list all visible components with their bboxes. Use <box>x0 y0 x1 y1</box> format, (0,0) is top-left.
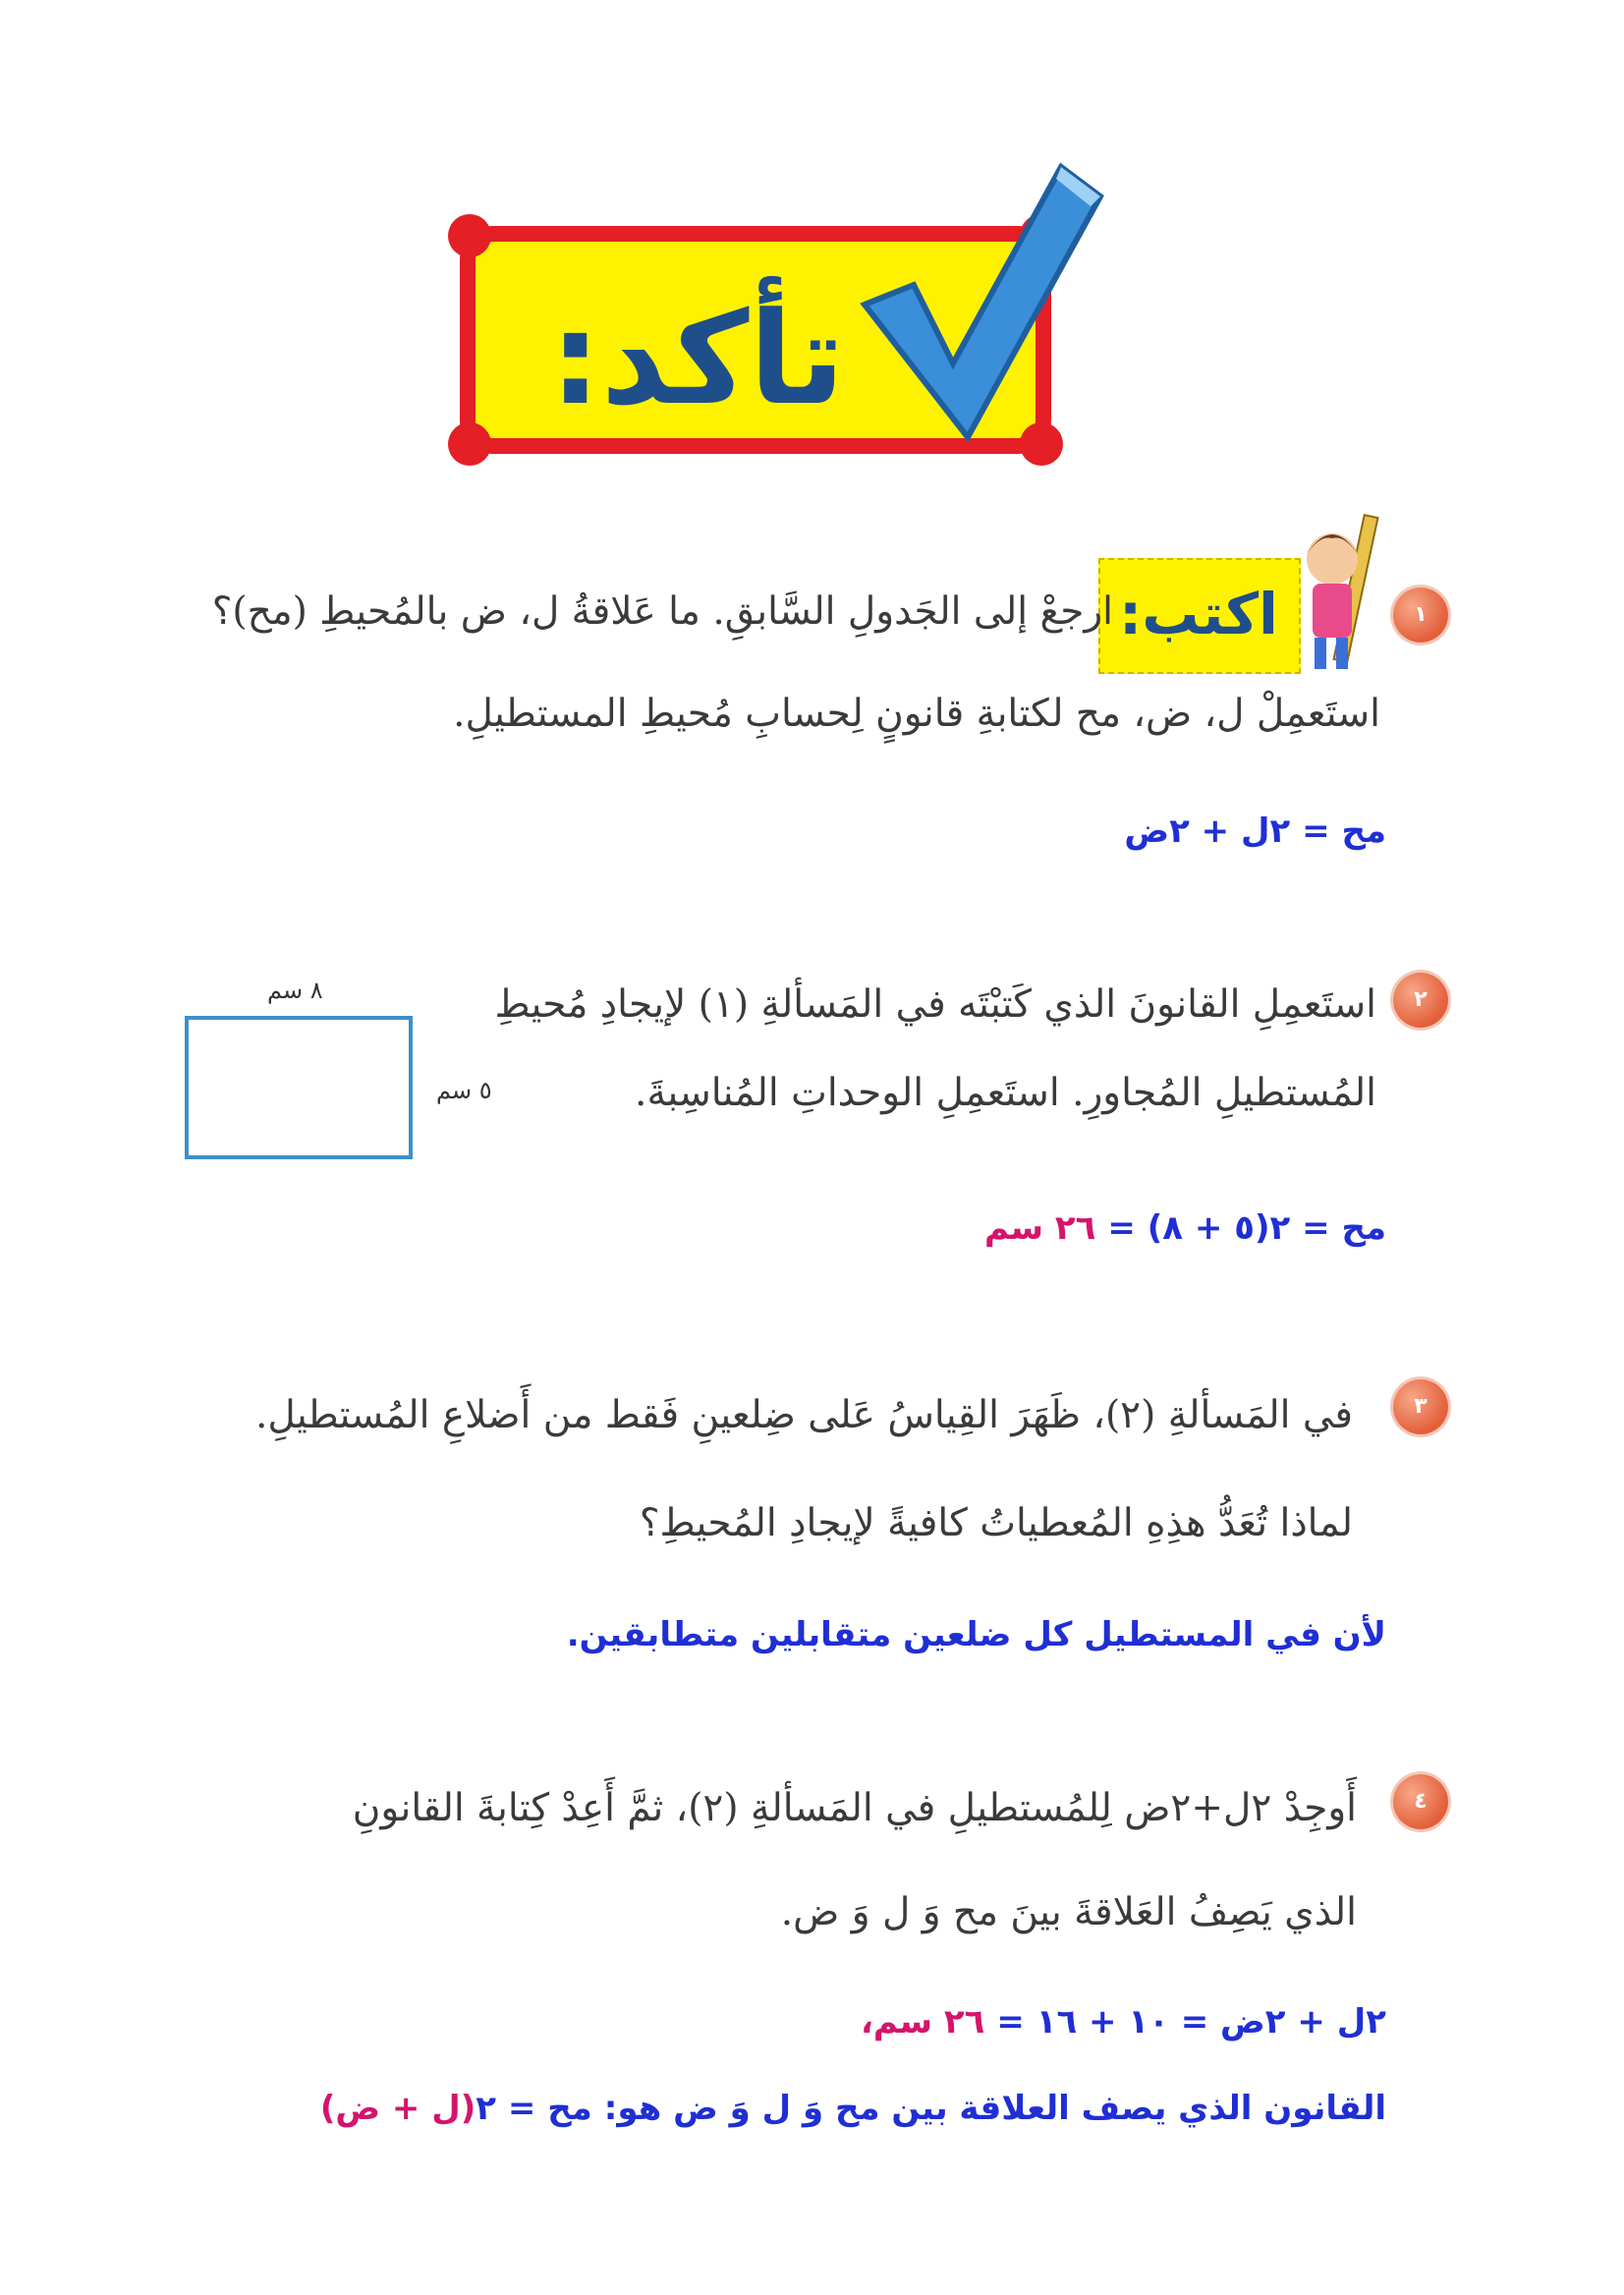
question-4-answer-2 <box>320 2089 1386 2128</box>
question-3-line-1: في المَسألةِ (٢)، ظَهَرَ القِياسُ عَلى ضِلعينِ فَقط من أَضلاعِ المُستطيلِ. <box>254 1393 1353 1437</box>
question-2-answer <box>984 1208 1386 1248</box>
question-number-badge: ٢ <box>1393 973 1448 1028</box>
question-2-answer-main: مح = ٢(٥ + ٨) = <box>1107 1208 1386 1248</box>
question-4-answer-2-main: القانون الذي يصف العلاقة بين مح وَ ل وَ ض هو: <box>603 2089 1386 2128</box>
formula-pink-part: (ل + ض) <box>319 2089 476 2128</box>
rectangle-figure <box>185 1016 413 1159</box>
question-number-badge: ٤ <box>1393 1774 1448 1829</box>
kid-pencil-icon <box>1295 505 1383 680</box>
question-4-line-2: الذي يَصِفُ العَلاقةَ بينَ مح وَ ل وَ ض. <box>780 1890 1357 1934</box>
question-2-line-1: استَعمِلِ القانونَ الذي كَتبْتَه في المَسألةِ (١) لإيجادِ مُحيطِ <box>494 982 1376 1027</box>
question-4-answer-1-result: ٢٦ سم، <box>860 2002 985 2042</box>
figure-side-label: ٥ سم <box>436 1077 492 1104</box>
banner-corner <box>448 214 491 257</box>
question-1-line-1: ارجعْ إلى الجَدولِ السَّابقِ. ما عَلاقةُ ل، ض بالمُحيطِ (مح)؟ <box>211 589 1113 634</box>
banner-corner <box>448 422 491 466</box>
figure-top-label: ٨ سم <box>267 977 323 1004</box>
question-3-answer: لأن في المستطيل كل ضلعين متقابلين متطابقين. <box>566 1615 1386 1654</box>
question-number-badge: ٣ <box>1393 1379 1448 1434</box>
formula-blue-part: مح = ٢ <box>476 2089 592 2128</box>
page-title: تأكد: <box>549 284 845 433</box>
question-2-answer-result: ٢٦ سم <box>983 1208 1096 1248</box>
question-4-answer-2-formula <box>320 2089 592 2128</box>
question-1-answer: مح = ٢ل + ٢ض <box>1124 812 1386 851</box>
question-4-line-1: أَوجِدْ ٢ل+٢ض لِلمُستطيلِ في المَسألةِ (٢)، ثمَّ أَعِدْ كِتابةَ القانونِ <box>352 1786 1357 1830</box>
question-4-answer-1 <box>861 2002 1386 2042</box>
question-number-badge: ١ <box>1393 588 1448 643</box>
question-4-answer-1-main: ٢ل + ٢ض = ١٠ + ١٦ = <box>996 2002 1386 2042</box>
question-3-line-2: لماذا تُعَدُّ هذِهِ المُعطياتُ كافيةً لإيجادِ المُحيطِ؟ <box>639 1501 1353 1545</box>
write-label: اكتب: <box>1119 581 1278 647</box>
question-2-line-2: المُستطيلِ المُجاورِ. استَعمِلِ الوحداتِ المُناسِبةَ. <box>635 1071 1376 1115</box>
checkmark-icon <box>855 157 1110 452</box>
question-1-line-2: استَعمِلْ ل، ض، مح لكتابةِ قانونٍ لِحسابِ مُحيطِ المستطيلِ. <box>453 692 1380 736</box>
